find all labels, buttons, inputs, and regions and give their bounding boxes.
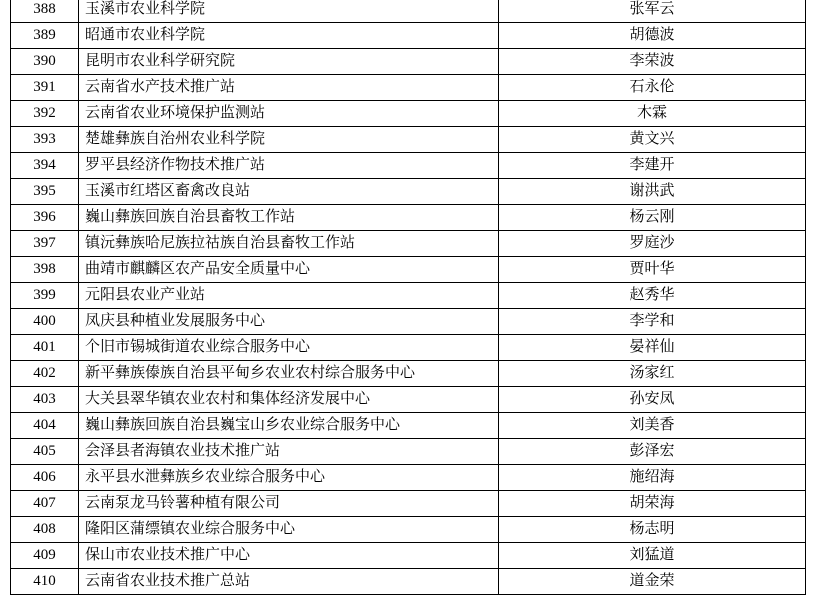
table-row	[11, 517, 806, 543]
cell-unit-name: 保山市农业技术推广中心	[79, 543, 499, 569]
table-body	[11, 0, 806, 595]
cell-person-name: 杨云刚	[499, 205, 806, 231]
cell-index: 388	[11, 0, 79, 23]
cell-index: 398	[11, 257, 79, 283]
cell-person-name: 汤家红	[499, 361, 806, 387]
table-row	[11, 361, 806, 387]
cell-person-name: 谢洪武	[499, 179, 806, 205]
cell-person-name: 赵秀华	[499, 283, 806, 309]
cell-unit-name: 个旧市锡城街道农业综合服务中心	[79, 335, 499, 361]
cell-unit-name: 新平彝族傣族自治县平甸乡农业农村综合服务中心	[79, 361, 499, 387]
cell-person-name: 彭泽宏	[499, 439, 806, 465]
cell-unit-name: 永平县水泄彝族乡农业综合服务中心	[79, 465, 499, 491]
cell-index: 409	[11, 543, 79, 569]
cell-unit-name: 云南省水产技术推广站	[79, 75, 499, 101]
cell-index: 405	[11, 439, 79, 465]
cell-person-name: 刘美香	[499, 413, 806, 439]
cell-index: 396	[11, 205, 79, 231]
cell-index: 403	[11, 387, 79, 413]
cell-index: 402	[11, 361, 79, 387]
table-row	[11, 543, 806, 569]
cell-index: 393	[11, 127, 79, 153]
table-row	[11, 75, 806, 101]
table-row	[11, 387, 806, 413]
cell-unit-name: 云南泵龙马铃薯种植有限公司	[79, 491, 499, 517]
cell-index: 395	[11, 179, 79, 205]
cell-unit-name: 罗平县经济作物技术推广站	[79, 153, 499, 179]
table-row	[11, 491, 806, 517]
table-row	[11, 101, 806, 127]
institution-table	[10, 0, 806, 595]
cell-person-name: 晏祥仙	[499, 335, 806, 361]
table-row	[11, 23, 806, 49]
cell-index: 392	[11, 101, 79, 127]
cell-person-name: 孙安凤	[499, 387, 806, 413]
cell-unit-name: 曲靖市麒麟区农产品安全质量中心	[79, 257, 499, 283]
cell-index: 407	[11, 491, 79, 517]
table-row	[11, 0, 806, 23]
cell-index: 404	[11, 413, 79, 439]
cell-person-name: 李荣波	[499, 49, 806, 75]
cell-unit-name: 昆明市农业科学研究院	[79, 49, 499, 75]
cell-unit-name: 云南省农业环境保护监测站	[79, 101, 499, 127]
cell-unit-name: 云南省农业技术推广总站	[79, 569, 499, 595]
cell-person-name: 罗庭沙	[499, 231, 806, 257]
cell-unit-name: 大关县翠华镇农业农村和集体经济发展中心	[79, 387, 499, 413]
cell-person-name: 施绍海	[499, 465, 806, 491]
cell-unit-name: 昭通市农业科学院	[79, 23, 499, 49]
cell-person-name: 杨志明	[499, 517, 806, 543]
cell-index: 389	[11, 23, 79, 49]
cell-unit-name: 元阳县农业产业站	[79, 283, 499, 309]
table-row	[11, 569, 806, 595]
cell-person-name: 胡德波	[499, 23, 806, 49]
cell-person-name: 黄文兴	[499, 127, 806, 153]
cell-index: 408	[11, 517, 79, 543]
cell-index: 391	[11, 75, 79, 101]
cell-unit-name: 隆阳区蒲缥镇农业综合服务中心	[79, 517, 499, 543]
table-row	[11, 465, 806, 491]
cell-person-name: 张军云	[499, 0, 806, 23]
cell-index: 401	[11, 335, 79, 361]
cell-index: 390	[11, 49, 79, 75]
cell-unit-name: 凤庆县种植业发展服务中心	[79, 309, 499, 335]
cell-person-name: 刘猛道	[499, 543, 806, 569]
table-row	[11, 153, 806, 179]
cell-index: 399	[11, 283, 79, 309]
cell-unit-name: 巍山彝族回族自治县畜牧工作站	[79, 205, 499, 231]
cell-index: 400	[11, 309, 79, 335]
table-row	[11, 179, 806, 205]
cell-unit-name: 楚雄彝族自治州农业科学院	[79, 127, 499, 153]
cell-index: 394	[11, 153, 79, 179]
cell-person-name: 木霖	[499, 101, 806, 127]
cell-person-name: 石永伦	[499, 75, 806, 101]
table-row	[11, 231, 806, 257]
cell-unit-name: 巍山彝族回族自治县巍宝山乡农业综合服务中心	[79, 413, 499, 439]
cell-person-name: 李学和	[499, 309, 806, 335]
table-row	[11, 309, 806, 335]
cell-index: 410	[11, 569, 79, 595]
cell-person-name: 李建开	[499, 153, 806, 179]
cell-person-name: 道金荣	[499, 569, 806, 595]
table-row	[11, 127, 806, 153]
cell-person-name: 胡荣海	[499, 491, 806, 517]
table-row	[11, 49, 806, 75]
cell-unit-name: 会泽县者海镇农业技术推广站	[79, 439, 499, 465]
cell-unit-name: 玉溪市农业科学院	[79, 0, 499, 23]
cell-unit-name: 玉溪市红塔区畜禽改良站	[79, 179, 499, 205]
table-row	[11, 205, 806, 231]
table-row	[11, 257, 806, 283]
cell-unit-name: 镇沅彝族哈尼族拉祜族自治县畜牧工作站	[79, 231, 499, 257]
table-row	[11, 439, 806, 465]
table-row	[11, 283, 806, 309]
cell-person-name: 贾叶华	[499, 257, 806, 283]
cell-index: 406	[11, 465, 79, 491]
table-row	[11, 335, 806, 361]
table-row	[11, 413, 806, 439]
cell-index: 397	[11, 231, 79, 257]
